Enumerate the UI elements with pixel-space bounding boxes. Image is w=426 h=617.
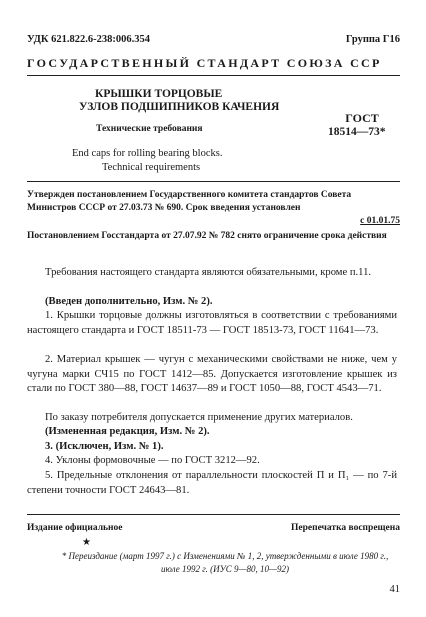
subtitle: Технические требования xyxy=(96,124,203,134)
paragraph-intro: Требования настоящего стандарта являются обязательными, кроме п.11. xyxy=(45,267,372,278)
paragraph-2: 2. Материал крышек — чугун с механическими свойствами не ниже, чем у чугуна марки СЧ15 по ГОСТ 1412—85. Допускается изготовление крышек из стали по ГОСТ 380—88, ГОСТ 14637—89 и ГОСТ 1050—88, ГОСТ 4543—71. xyxy=(27,354,397,394)
divider-middle xyxy=(27,181,400,182)
approval-note: Постановлением Госстандарта от 27.07.92 № 782 снято ограничение срока действия xyxy=(27,231,387,241)
paragraph-5: 5. Предельные отклонения от параллельности плоскостей П и П₁ — по 7-й степени точности ГОСТ 24643—81. xyxy=(27,470,397,496)
approval-date: с 01.01.75 xyxy=(360,216,400,226)
state-standard-heading: ГОСУДАРСТВЕННЫЙ СТАНДАРТ СОЮЗА ССР xyxy=(27,56,382,70)
title-line-1: КРЫШКИ ТОРЦОВЫЕ xyxy=(95,88,223,100)
approval-text: Утвержден постановлением Государственного комитета стандартов Совета Министров СССР от 27.03.73 № 690. Срок введения установлен xyxy=(27,190,352,213)
paragraph-amendment-1: (Введен дополнительно, Изм. № 2). xyxy=(45,296,213,307)
english-title-line-1: End caps for rolling bearing blocks. xyxy=(72,148,223,159)
paragraph-amendment-2: (Измененная редакция, Изм. № 2). xyxy=(45,426,210,437)
english-title-line-2: Technical requirements xyxy=(102,162,201,173)
gost-number: 18514—73* xyxy=(328,126,386,138)
paragraph-4: 4. Уклоны формовочные — по ГОСТ 3212—92. xyxy=(45,455,260,466)
paragraph-1: 1. Крышки торцовые должны изготовляться в соответствии с требованиями настоящего стандарта и ГОСТ 18511-73 — ГОСТ 18513-73, ГОСТ 11641—73. xyxy=(27,310,397,336)
star-icon: ★ xyxy=(82,537,91,548)
paragraph-3: 3. (Исключен, Изм. № 1). xyxy=(45,441,164,452)
title-line-2: УЗЛОВ ПОДШИПНИКОВ КАЧЕНИЯ xyxy=(79,101,280,113)
reissue-footnote: * Переиздание (март 1997 г.) с Изменениями № 1, 2, утвержденными в июле 1980 г., июле 1992 г. (ИУС 9—80, 10—92) xyxy=(61,551,389,574)
reprint-prohibited-label: Перепечатка воспрещена xyxy=(290,523,400,533)
gost-label: ГОСТ xyxy=(345,111,379,125)
page-number: 41 xyxy=(389,584,400,595)
group-code: Группа Г16 xyxy=(345,34,400,45)
official-edition-label: Издание официальное xyxy=(27,523,123,533)
paragraph-customer: По заказу потребителя допускается применение других материалов. xyxy=(45,412,353,423)
divider-top xyxy=(27,75,400,76)
udk-code: УДК 621.822.6-238:006.354 xyxy=(27,34,150,45)
divider-bottom xyxy=(27,514,400,515)
